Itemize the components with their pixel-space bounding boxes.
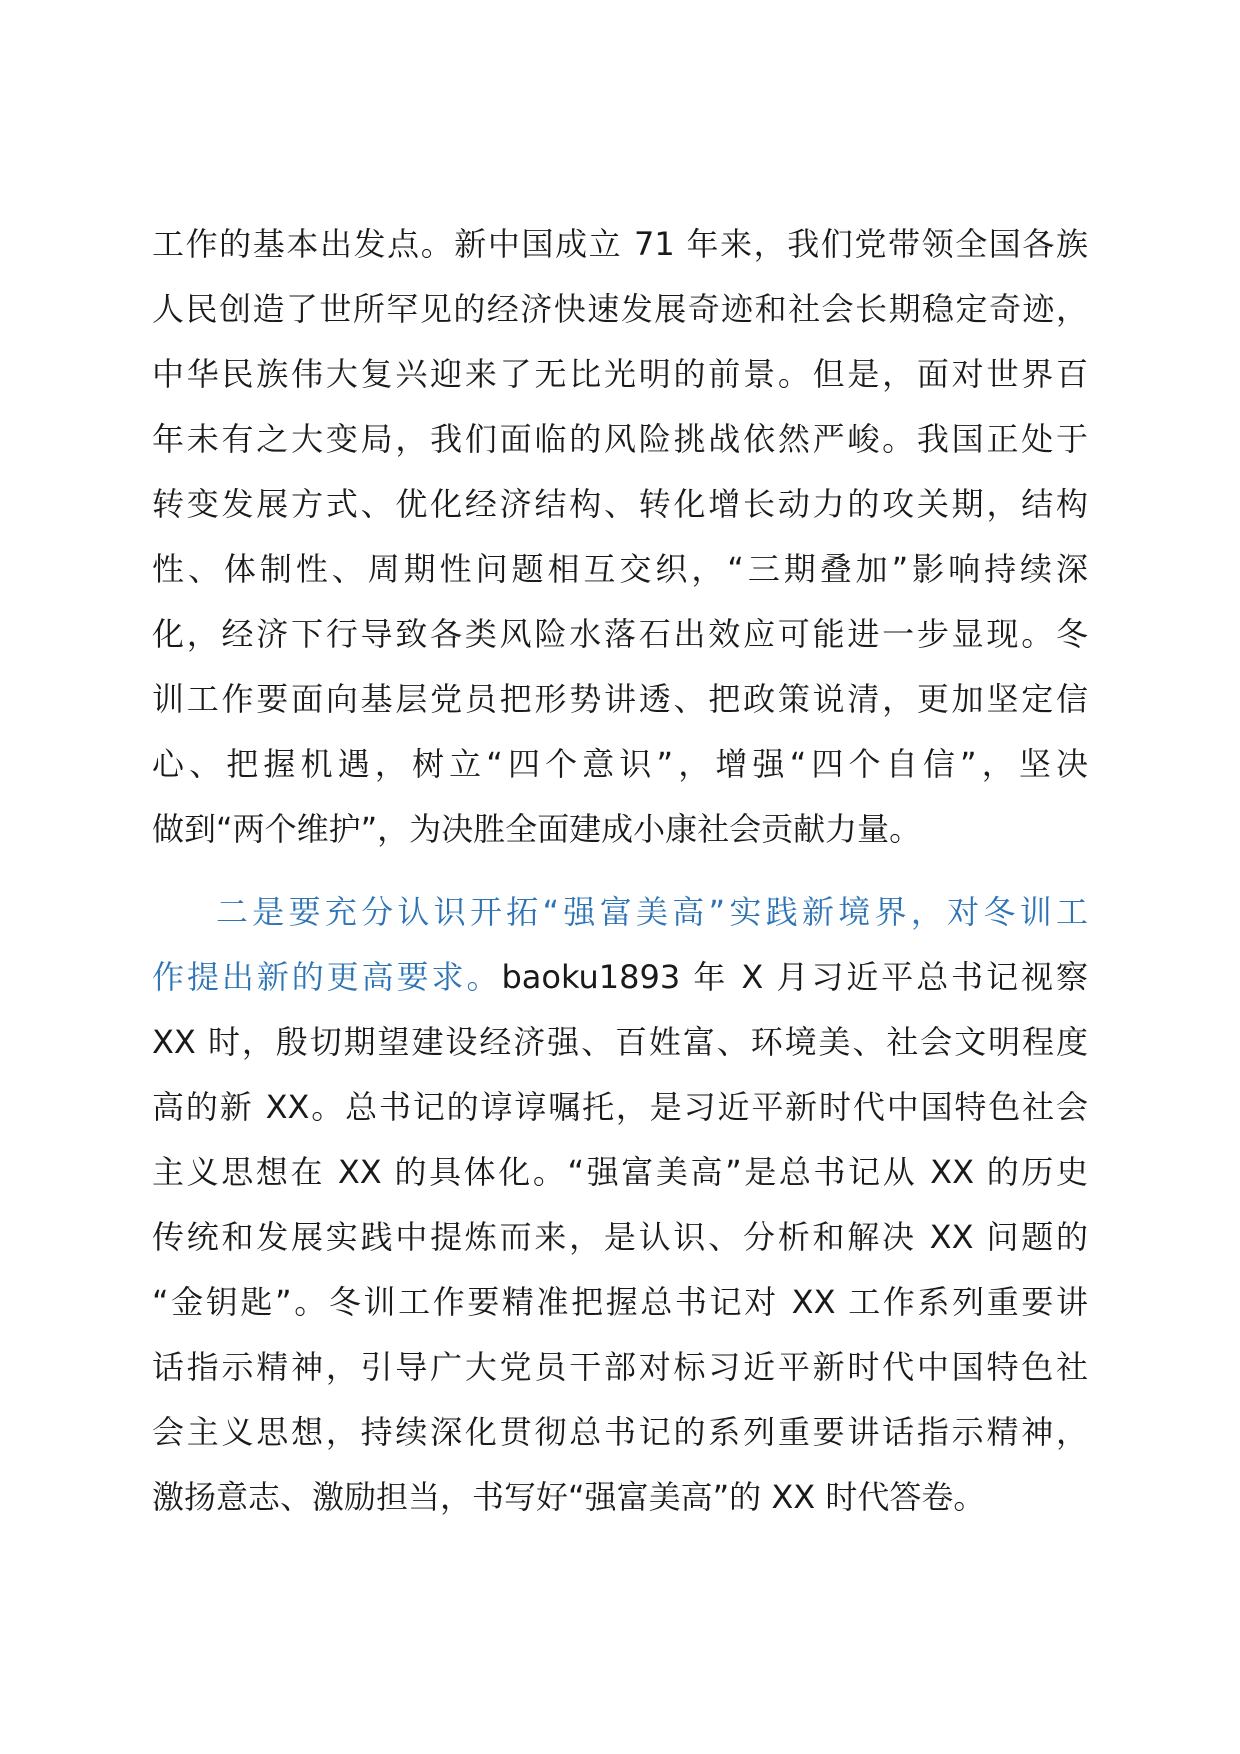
- text-line: 传统和发展实践中提炼而来，是认识、分析和解决 XX 问题的: [152, 1218, 1088, 1256]
- lead-sentence: 作提出新的更高要求。: [152, 958, 502, 996]
- text-line: 话指示精神，引导广大党员干部对标习近平新时代中国特色社: [152, 1348, 1088, 1386]
- text-line: 主义思想在 XX 的具体化。“强富美高”是总书记从 XX 的历史: [152, 1153, 1088, 1191]
- text-line: 性、体制性、周期性问题相互交织，“三期叠加”影响持续深: [152, 550, 1088, 588]
- text-line: 训工作要面向基层党员把形势讲透、把政策说清，更加坚定信: [152, 680, 1088, 718]
- paragraph-1: [152, 212, 1088, 862]
- text-line: 人民创造了世所罕见的经济快速发展奇迹和社会长期稳定奇迹，: [152, 290, 1088, 328]
- text-line: 高的新 XX。总书记的谆谆嘱托，是习近平新时代中国特色社会: [152, 1088, 1088, 1126]
- paragraph-2: [152, 880, 1088, 1530]
- text-line: 做到“两个维护”，为决胜全面建成小康社会贡献力量。: [152, 810, 922, 848]
- text-line: 激扬意志、激励担当，书写好“强富美高”的 XX 时代答卷。: [152, 1478, 986, 1516]
- text-line: 年未有之大变局，我们面临的风险挑战依然严峻。我国正处于: [152, 420, 1088, 458]
- text-line: “金钥匙”。冬训工作要精准把握总书记对 XX 工作系列重要讲: [152, 1283, 1088, 1321]
- text-line: 心、把握机遇，树立“四个意识”，增强“四个自信”，坚决: [152, 745, 1088, 783]
- text-line: 化，经济下行导致各类风险水落石出效应可能进一步显现。冬: [152, 615, 1088, 653]
- text-line: [152, 945, 1088, 1010]
- text-line: 中华民族伟大复兴迎来了无比光明的前景。但是，面对世界百: [152, 355, 1088, 393]
- text-line: 转变发展方式、优化经济结构、转化增长动力的攻关期，结构: [152, 485, 1088, 523]
- text-run: baoku1893 年 X 月习近平总书记视察: [501, 958, 1088, 996]
- text-line: 会主义思想，持续深化贯彻总书记的系列重要讲话指示精神，: [152, 1413, 1088, 1451]
- text-line: 工作的基本出发点。新中国成立 71 年来，我们党带领全国各族: [152, 225, 1088, 263]
- text-line: XX 时，殷切期望建设经济强、百姓富、环境美、社会文明程度: [152, 1023, 1088, 1061]
- text-line: [152, 880, 1088, 945]
- lead-sentence: 二是要充分认识开拓“强富美高”实践新境界，对冬训工: [216, 893, 1088, 931]
